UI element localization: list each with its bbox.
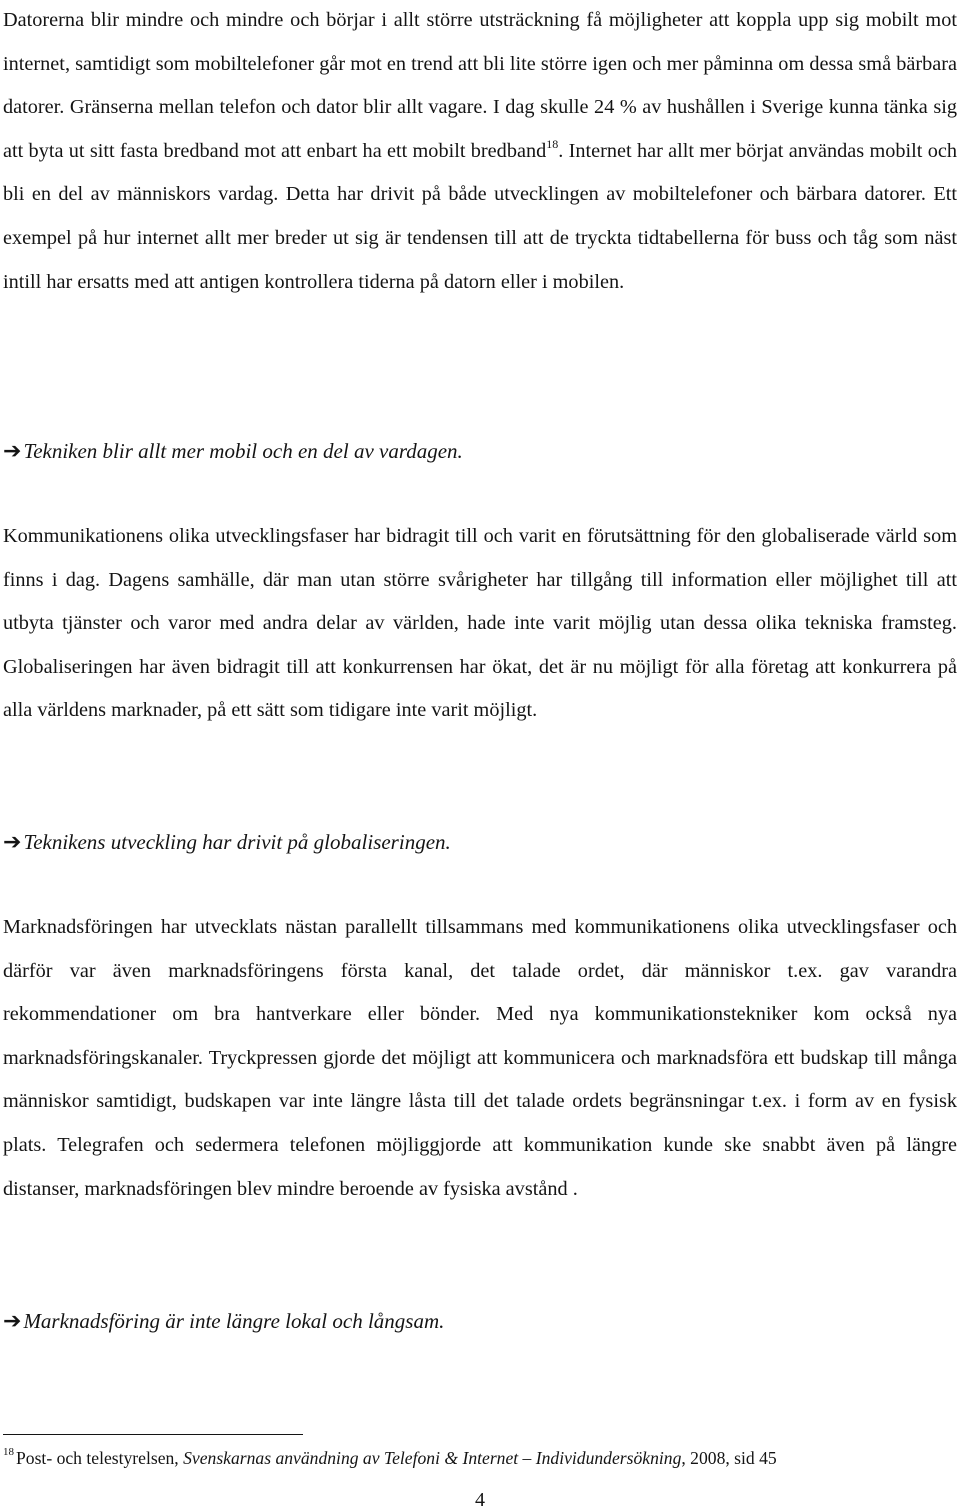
conclusion-line — [3, 827, 957, 857]
footnote — [3, 1446, 957, 1470]
paragraph-text: Marknadsföringen har utvecklats nästan parallellt tillsammans med kommunikationens olika utvecklingsfaser och därför var även marknadsföringens första kanal, det talade ordet, där människor t.ex. gav varandra rekommendationer om bra hantverkare eller bönder. Med nya kommunikationstekniker kom också nya marknadsföringskanaler. Tryckpressen gjorde det möjligt att kommunicera och marknadsföra ett budskap till många människor samtidigt, budskapen var inte längre låsta till det talade ordets begränsningar t.ex. i form av en fysisk plats. Telegrafen och sedermera telefonen möjliggjorde att kommunikation kunde ske snabbt även på längre distanser, marknadsföringen blev mindre beroende av fysiska avstånd . — [3, 916, 957, 1200]
footnote-reference[interactable]: 18 — [546, 136, 559, 151]
conclusion-line — [3, 1306, 957, 1336]
footnote-source: Post- och telestyrelsen, — [16, 1448, 184, 1468]
paragraph-text: . Internet har allt mer börjat användas mobilt och bli en del av människors vardag. Detta har drivit på både utvecklingen av mobiltelefoner och bärbara datorer. Ett exempel på hur internet allt mer breder ut sig är tendensen till att de tryckta tidtabellerna för buss och tåg som näst intill har ersatts med att antigen kontrollera tiderna på datorn eller i mobilen. — [3, 139, 957, 293]
conclusion-text: Marknadsföring är inte längre lokal och långsam. — [23, 1309, 445, 1333]
conclusion-line — [3, 436, 957, 466]
footnote-divider — [3, 1434, 303, 1435]
page-number: 4 — [475, 1489, 485, 1511]
footnote-details: , 2008, sid 45 — [681, 1448, 777, 1468]
arrow-right-icon: ➔ — [3, 1308, 22, 1333]
body-paragraph-marketing — [3, 906, 957, 1211]
footnote-number: 18 — [3, 1446, 14, 1458]
paragraph-text: Datorerna blir mindre och mindre och börjar i allt större utsträckning få möjligheter att koppla upp sig mobilt mot internet, samtidigt som mobiltelefoner går mot en trend att bli lite större igen och mer påminna om dessa små bärbara datorer. Gränserna mellan telefon och dator blir allt vagare. I dag skulle 24 % av hushållen i Sverige kunna tänka sig att byta ut sitt fasta bredband mot att enbart ha ett mobilt bredband — [3, 9, 957, 162]
footnote-title: Svenskarnas användning av Telefoni & Internet – Individundersökning — [183, 1448, 682, 1468]
conclusion-text: Teknikens utveckling har drivit på globaliseringen. — [23, 830, 451, 854]
arrow-right-icon: ➔ — [3, 829, 22, 854]
conclusion-text: Tekniken blir allt mer mobil och en del av vardagen. — [23, 439, 463, 463]
arrow-right-icon: ➔ — [3, 438, 22, 463]
body-paragraph-globalization — [3, 515, 957, 733]
paragraph-text: Kommunikationens olika utvecklingsfaser har bidragit till och varit en förutsättning för den globaliserade värld som finns i dag. Dagens samhälle, där man utan större svårigheter har tillgång till information eller möjlighet till att utbyta tjänster och varor med andra delar av världen, hade inte varit möjlig utan dessa olika tekniska framsteg. Globaliseringen har även bidragit till att konkurrensen har ökat, det är nu möjligt för alla företag att konkurrera på alla världens marknader, på ett sätt som tidigare inte varit möjligt. — [3, 525, 957, 722]
body-paragraph-mobile-internet — [3, 0, 957, 304]
